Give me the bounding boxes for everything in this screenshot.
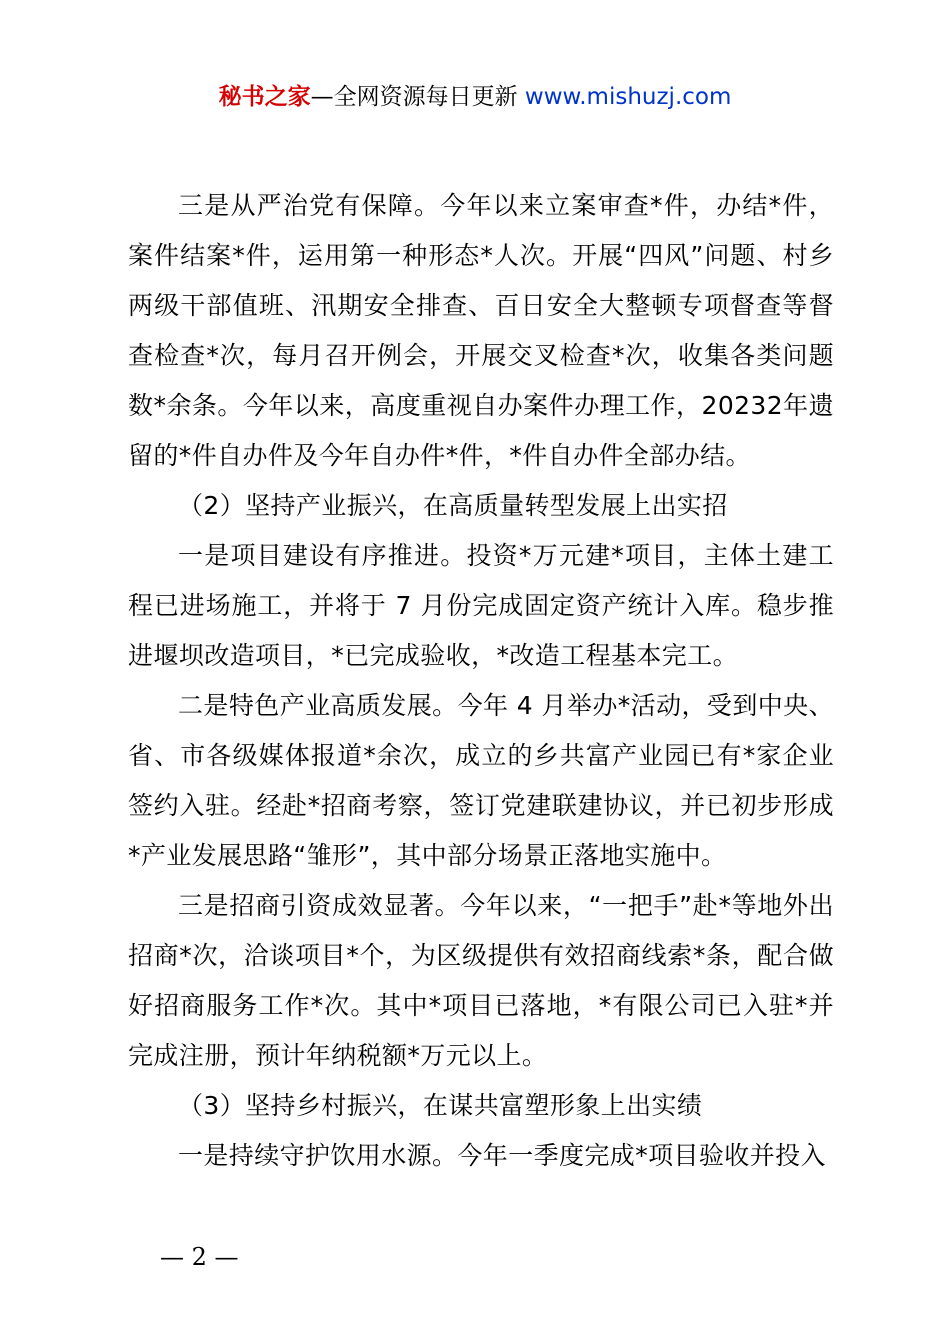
section-heading-rural: （3）坚持乡村振兴，在谋共富塑形象上出实绩 xyxy=(178,1091,703,1120)
page-number: — 2 — xyxy=(160,1243,239,1271)
paragraph-featured-industry: 二是特色产业高质发展。今年 4 月举办*活动，受到中央、省、市各级媒体报道*余次，成立的乡共富产业园已有*家企业签约入驻。经赴*招商考察，签订党建联建协议，并已初步形成*产业发展思路“雏形”，其中部分场景正落地实施中。 xyxy=(128,691,834,870)
paragraph-investment: 三是招商引资成效显著。今年以来，“一把手”赴*等地外出招商*次，洽谈项目*个，为区级提供有效招商线索*条，配合做好招商服务工作*次。其中*项目已落地，*有限公司已入驻*并完成注册，预计年纳税额*万元以上。 xyxy=(128,891,834,1070)
paragraph-projects: 一是项目建设有序推进。投资*万元建*项目，主体土建工程已进场施工，并将于 7 月份完成固定资产统计入库。稳步推进堰坝改造项目，*已完成验收，*改造工程基本完工。 xyxy=(128,541,834,670)
document-body xyxy=(128,181,834,1181)
paragraph-water-source: 一是持续守护饮用水源。今年一季度完成*项目验收并投入 xyxy=(178,1141,826,1170)
paragraph-discipline: 三是从严治党有保障。今年以来立案审查*件，办结*件，案件结案*件，运用第一种形态*人次。开展“四风”问题、村乡两级干部值班、汛期安全排查、百日安全大整顿专项督查等督查检查*次，每月召开例会，开展交叉检查*次，收集各类问题数*余条。今年以来，高度重视自办案件办理工作，20232年遗留的*件自办件及今年自办件*件，*件自办件全部办结。 xyxy=(128,191,834,470)
site-url-link[interactable]: www.mishuzj.com xyxy=(524,84,732,110)
brand-name: 秘书之家 xyxy=(218,84,311,110)
section-heading-industry: （2）坚持产业振兴，在高质量转型发展上出实招 xyxy=(178,491,728,520)
site-banner xyxy=(0,80,950,114)
banner-tagline: —全网资源每日更新 xyxy=(310,84,525,110)
